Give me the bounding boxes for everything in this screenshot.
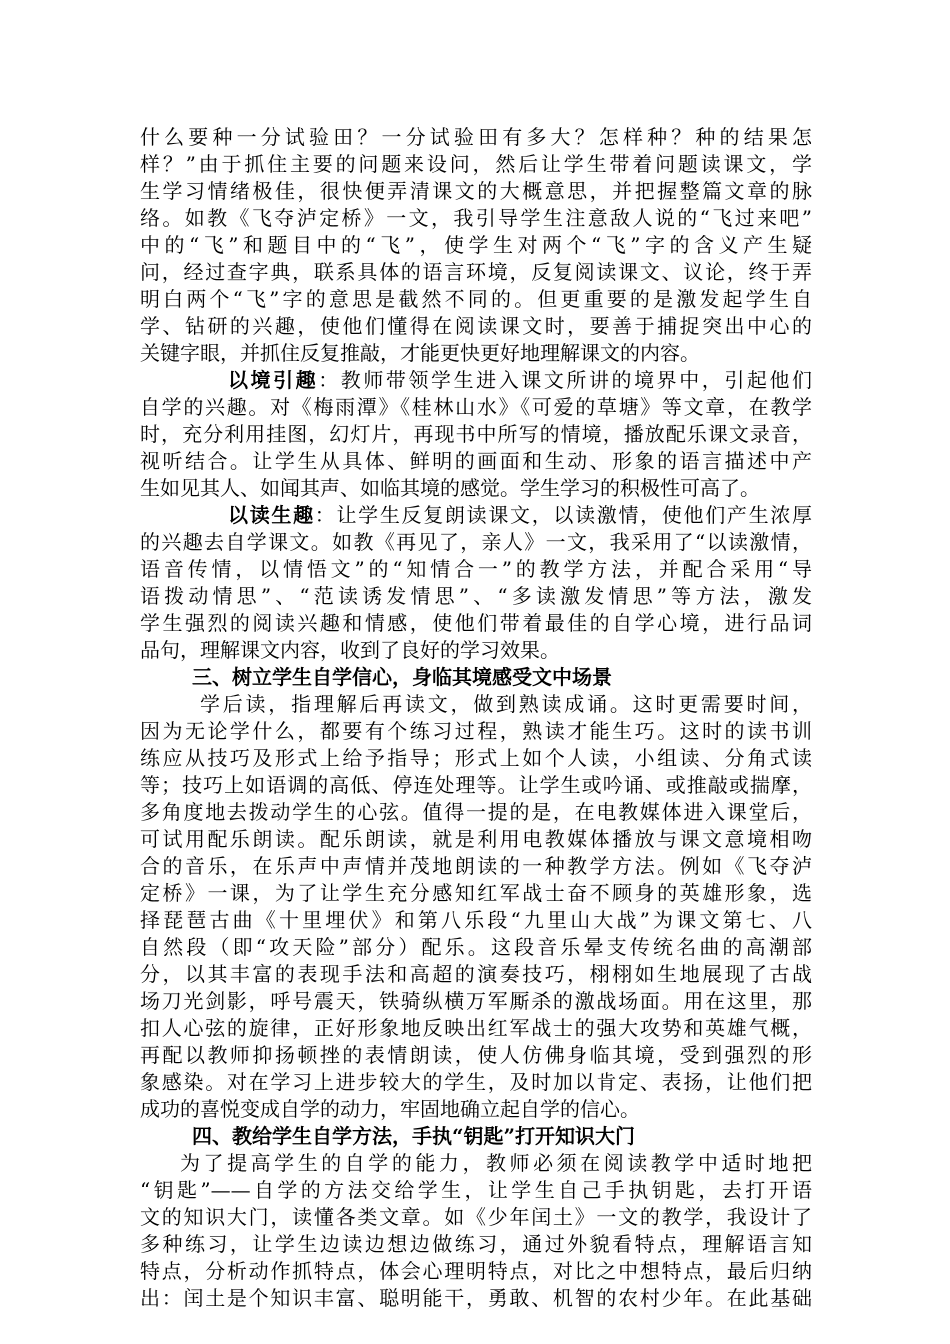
text-line: 场刀光剑影，呼号震天，铁骑纵横万军厮杀的激战场面。用在这里，那: [140, 989, 812, 1013]
text-line-lead: [140, 367, 812, 394]
text-line: 语拨动情思”、“范读诱发情思”、“多读激发情思”等方法，激发: [140, 584, 812, 608]
text-line: 语音传情，以情悟文”的“知情合一”的教学方法，并配合采用“导: [140, 557, 812, 581]
text-line: 成功的喜悦变成自学的动力，牢固地确立起自学的信心。: [140, 1097, 640, 1121]
text-line: 什么要种一分试验田？一分试验田有多大？怎样种？种的结果怎: [140, 125, 812, 149]
text-line: 等；技巧上如语调的高低、停连处理等。让学生或吟诵、或推敲或揣摩，: [140, 773, 812, 797]
text-line: 因为无论学什么，都要有个练习过程，熟读才能生巧。这时的读书训: [140, 719, 812, 743]
text-line: 多种练习，让学生边读边想边做练习，通过外貌看特点，理解语言知: [140, 1232, 812, 1256]
text-line: 络。如教《飞夺泸定桥》一文，我引导学生注意敌人说的“飞过来吧”: [140, 206, 812, 230]
text-line: 扣人心弦的旋律，正好形象地反映出红军战士的强大攻势和英雄气概，: [140, 1016, 812, 1040]
lead-term: 以读生趣: [228, 503, 315, 527]
text-line: 特点，分析动作抓特点，体会心理明特点，对比之中想特点，最后归纳: [140, 1259, 812, 1283]
text-line: 生如见其人、如闻其声、如临其境的感觉。学生学习的积极性可高了。: [140, 476, 760, 500]
paragraph-1: [140, 124, 812, 367]
text-line-lead: [140, 502, 812, 529]
text-line: 出：闰土是个知识丰富、聪明能干，勇敢、机智的农村少年。在此基础: [140, 1286, 812, 1310]
text-line-first: 学后读，指理解后再读文，做到熟读成诵。这时更需要时间，: [200, 692, 812, 716]
lead-term: 以境引趣: [228, 368, 319, 392]
text-line: 的兴趣去自学课文。如教《再见了，亲人》一文，我采用了“以读激情，: [140, 530, 812, 554]
text-line: 关键字眼，并抓住反复推敲，才能更快更好地理解课文的内容。: [140, 341, 700, 365]
section-heading-3: 三、树立学生自学信心，身临其境感受文中场景: [192, 665, 612, 689]
text-line: 择琵琶古曲《十里埋伏》和第八乐段“九里山大战”为课文第七、八: [140, 908, 812, 932]
text-line: 定桥》一课，为了让学生充分感知红军战士奋不顾身的英雄形象，选: [140, 881, 812, 905]
text-line: 分，以其丰富的表现手法和高超的演奏技巧，栩栩如生地展现了古战: [140, 962, 812, 986]
text-line: 再配以教师抑扬顿挫的表情朗读，使人仿佛身临其境，受到强烈的形: [140, 1043, 812, 1067]
text-line: 学、钻研的兴趣，使他们懂得在阅读课文时，要善于捕捉突出中心的: [140, 314, 812, 338]
text-line: 品句，理解课文内容，收到了良好的学习效果。: [140, 638, 560, 662]
text-line: 可试用配乐朗读。配乐朗读，就是利用电教媒体播放与课文意境相吻: [140, 827, 812, 851]
text-line: 象感染。对在学习上进步较大的学生，及时加以肯定、表扬，让他们把: [140, 1070, 812, 1094]
paragraph-3: [140, 502, 812, 664]
text-line: 时，充分利用挂图，幻灯片，再现书中所写的情境，播放配乐课文录音，: [140, 422, 812, 446]
text-line: 合的音乐，在乐声中声情并茂地朗读的一种教学方法。例如《飞夺泸: [140, 854, 812, 878]
text-line: “钥匙”——自学的方法交给学生，让学生自己手执钥匙，去打开语: [140, 1178, 812, 1202]
paragraph-4: [140, 691, 812, 1123]
text-line: 样？”由于抓住主要的问题来设问，然后让学生带着问题读课文，学: [140, 152, 812, 176]
text-line: 明白两个“飞”字的意思是截然不同的。但更重要的是激发起学生自: [140, 287, 812, 311]
text-line: 问，经过查字典，联系具体的语言环境，反复阅读课文、议论，终于弄: [140, 260, 812, 284]
paragraph-2: [140, 367, 812, 502]
text-line: 多角度地去拨动学生的心弦。值得一提的是，在电教媒体进入课堂后，: [140, 800, 812, 824]
text-line: 自学的兴趣。对《梅雨潭》《桂林山水》《可爱的草塘》等文章，在教学: [140, 395, 812, 419]
text-line: 中的“飞”和题目中的“飞”，使学生对两个“飞”字的含义产生疑: [140, 233, 812, 257]
lead-rest: ：教师带领学生进入课文所讲的境界中，引起他们: [318, 368, 812, 392]
text-line-first: 为了提高学生的自学的能力，教师必须在阅读教学中适时地把: [180, 1151, 812, 1175]
text-line: 学生强烈的阅读兴趣和情感，使他们带着最佳的自学心境，进行品词: [140, 611, 812, 635]
text-line: 视听结合。让学生从具体、鲜明的画面和生动、形象的语言描述中产: [140, 449, 812, 473]
section-heading-4: 四、教给学生自学方法，手执“钥匙”打开知识大门: [192, 1124, 636, 1148]
lead-rest: ：让学生反复朗读课文，以读激情，使他们产生浓厚: [314, 503, 812, 527]
document-page: [140, 124, 812, 1312]
text-line: 练应从技巧及形式上给予指导；形式上如个人读，小组读、分角式读: [140, 746, 812, 770]
text-line: 生学习情绪极佳，很快便弄清课文的大概意思，并把握整篇文章的脉: [140, 179, 812, 203]
text-line: 文的知识大门，读懂各类文章。如《少年闰土》一文的教学，我设计了: [140, 1205, 812, 1229]
paragraph-5: [140, 1150, 812, 1312]
text-line: 自然段（即“攻天险”部分）配乐。这段音乐晕支传统名曲的高潮部: [140, 935, 812, 959]
